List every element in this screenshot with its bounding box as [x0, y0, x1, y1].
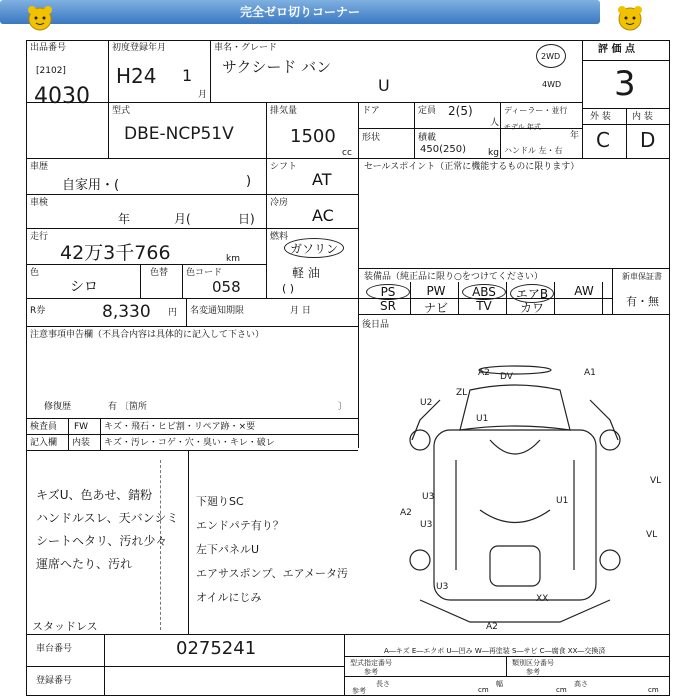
dims-length: 長さ — [376, 680, 390, 688]
load-label: 積載 — [418, 133, 437, 143]
class-no-label: 類別区分番号 — [512, 659, 554, 667]
inspection-day: 日) — [238, 212, 255, 226]
mascot-right-icon — [614, 4, 646, 34]
fw-items: キズ・飛石・ヒビ割・リペア跡・×要 — [104, 422, 256, 432]
first-reg-month-unit: 月 — [198, 90, 208, 100]
equipment-item: ナビ — [423, 301, 448, 315]
dims-ref: 参考 — [352, 687, 366, 695]
mileage-label: 走行 — [30, 232, 49, 242]
first-reg-year: H24 — [116, 64, 157, 88]
dims-unit-1: cm — [478, 686, 489, 694]
recycle-value: 8,330 — [102, 302, 151, 322]
model-name: サクシード バン — [222, 58, 332, 76]
dims-unit-2: cm — [556, 686, 567, 694]
shift-label: シフト — [270, 162, 298, 172]
inspection-label: 車検 — [30, 198, 49, 208]
score-int-value: D — [640, 128, 656, 152]
colorcode-label: 色コード — [186, 268, 223, 278]
load-unit: kg — [488, 148, 499, 158]
chassis-value: 0275241 — [176, 638, 257, 659]
repair-close: 〕 — [338, 402, 348, 412]
fw-label: FW — [74, 422, 89, 432]
form-designation-sub: 参考 — [364, 668, 378, 676]
banner — [0, 0, 600, 24]
car-diagram — [360, 360, 670, 640]
car-windshield — [490, 440, 540, 454]
shape-label: 形状 — [362, 133, 381, 143]
mileage-value: 42万3千766 — [60, 242, 171, 264]
type-label: 型式 — [112, 106, 131, 116]
damage-mark: A1 — [584, 368, 596, 378]
equipment-item: SR — [380, 299, 396, 313]
inspection-month: 月( — [174, 212, 191, 226]
note-left-line: キズU、色あせ、錆粉 — [36, 488, 153, 502]
model-grade: U — [378, 76, 390, 95]
score-ext-label: 外 装 — [590, 112, 611, 122]
damage-mark: U1 — [556, 496, 569, 506]
dims-unit-3: cm — [648, 686, 659, 694]
legend: A―キズ E―エクボ U―凹み W―再塗装 S―サビ C―腐食 XX―交換済 — [384, 647, 606, 655]
notes-right — [196, 490, 348, 610]
score-ext-value: C — [596, 128, 610, 152]
model-year-unit: 年 — [570, 131, 580, 141]
recycle-label: R券 — [30, 306, 46, 316]
doors-label: ドア — [362, 106, 380, 116]
note-left-line: 運席へたり、汚れ — [36, 557, 133, 571]
damage-mark: U1 — [476, 414, 489, 424]
damage-mark: A2 — [478, 368, 490, 378]
note-left-line: シートヘタリ、汚れ少々 — [36, 534, 168, 548]
ac-label: 冷房 — [270, 198, 289, 208]
equipment-item: カワ — [519, 301, 544, 315]
lot-number: 4030 — [34, 84, 90, 109]
lot-sub: [2102] — [36, 66, 66, 76]
history-label: 車歴 — [30, 162, 49, 172]
score-int-label: 内 装 — [632, 112, 653, 122]
load-value: 450(250) — [420, 144, 466, 155]
model-label: 車名・グレード — [214, 43, 278, 53]
int-label: 内装 — [72, 438, 91, 448]
displacement-unit: cc — [342, 148, 352, 158]
equipment-item: エアB — [510, 284, 554, 303]
capacity-unit: 人 — [490, 118, 500, 128]
int-items: キズ・汚レ・コゲ・穴・臭い・キレ・破レ — [104, 438, 275, 448]
capacity-label: 定員 — [418, 106, 437, 116]
equipment-item: ABS — [462, 284, 506, 300]
drive-4wd: 4WD — [542, 80, 562, 89]
warranty-label: 新車保証書 — [622, 272, 662, 281]
note-left-line: ハンドルスレ、天バンシミ — [36, 511, 179, 525]
damage-mark: U3 — [422, 492, 435, 502]
note-right-line: 下廻りSC — [196, 495, 244, 508]
equipment-item: PS — [366, 284, 410, 300]
equipment-item: PW — [426, 284, 446, 298]
recycle-unit: 円 — [168, 308, 178, 318]
repair-label: 修復歴 — [44, 402, 72, 412]
first-reg-month: 1 — [182, 66, 193, 85]
note-right-line: エアサスポンプ、エアメータ汚 — [196, 567, 349, 580]
ac-value: AC — [312, 206, 334, 225]
class-no-sub: 参考 — [526, 668, 540, 676]
note-right-line: オイルにじみ — [196, 591, 262, 604]
inspection-year: 年 — [118, 212, 131, 226]
fuel-other: ( ) — [282, 282, 295, 295]
equipment-label: 装備品（純正品に限り○をつけてください） — [364, 272, 543, 282]
fuel-label: 燃料 — [270, 232, 289, 242]
form-designation-label: 型式指定番号 — [350, 659, 392, 667]
history-value: 自家用・( — [62, 178, 120, 193]
car-body-outline — [434, 430, 596, 600]
damage-mark: U3 — [420, 520, 433, 530]
damage-mark: VL — [650, 476, 662, 486]
color-value: シロ — [70, 279, 98, 295]
damage-mark: U3 — [436, 582, 449, 592]
first-reg-label: 初度登録年月 — [112, 43, 167, 53]
type-value: DBE-NCP51V — [124, 124, 234, 144]
chassis-label: 車台番号 — [36, 644, 73, 654]
displacement-label: 排気量 — [270, 106, 298, 116]
dims-width: 幅 — [496, 680, 503, 688]
damage-mark: A2 — [400, 508, 412, 518]
note-right-line: 左下パネルU — [196, 543, 260, 556]
model-year-label: モデル 年式 — [504, 123, 541, 131]
score-value: 3 — [614, 64, 636, 104]
warranty-value: 有・無 — [626, 295, 659, 308]
banner-title: 完全ゼロ切りコーナー — [239, 5, 360, 19]
color-change-label: 色替 — [150, 268, 169, 278]
fuel-gas: ガソリン — [290, 242, 339, 256]
equipment-item: AW — [574, 284, 594, 298]
damage-mark: VL — [646, 530, 658, 540]
displacement-value: 1500 — [290, 126, 336, 147]
color-label: 色 — [30, 268, 40, 278]
handle-label: ハンドル 左・右 — [504, 146, 563, 155]
name-change-label: 名変通知期限 — [190, 306, 245, 316]
mileage-unit: km — [226, 254, 240, 264]
equipment-item: TV — [476, 299, 492, 313]
note-right-line: エンドパテ有り？ — [196, 519, 284, 532]
history-close: ) — [246, 174, 252, 189]
inspector-label: 検査員 — [30, 422, 58, 432]
drive-2wd: 2WD — [541, 52, 561, 61]
declaration-label: 注意事項申告欄（不具合内容は具体的に記入して下さい） — [30, 330, 265, 340]
mascot-left-icon — [24, 4, 56, 34]
fuel-diesel: 軽 油 — [292, 266, 320, 280]
recorder-label: 記入欄 — [30, 438, 58, 448]
damage-mark: ZL — [456, 388, 468, 398]
damage-mark: U2 — [420, 398, 433, 408]
repair-value: 有 〔箇所 — [108, 402, 147, 412]
sales-point-label: セールスポイント（正常に機能するものに限ります） — [364, 162, 580, 172]
colorcode-value: 058 — [212, 278, 241, 296]
damage-mark: DV — [500, 372, 513, 382]
damage-mark: A2 — [486, 622, 498, 632]
lot-label: 出品番号 — [30, 43, 67, 53]
shift-value: AT — [312, 170, 332, 189]
name-change-unit: 月 日 — [290, 306, 311, 316]
stud-tires: スタッドレス — [32, 620, 98, 633]
rear-seat-label: 後日品 — [362, 320, 390, 330]
dealer-label: ディーラー・並行 — [504, 106, 568, 115]
capacity-value: 2(5) — [448, 104, 473, 118]
score-label: 評 価 点 — [598, 44, 635, 55]
dims-height: 高さ — [574, 680, 588, 688]
reg-no-label: 登録番号 — [36, 676, 73, 686]
damage-mark: XX — [536, 594, 549, 604]
notes-left — [36, 484, 178, 576]
